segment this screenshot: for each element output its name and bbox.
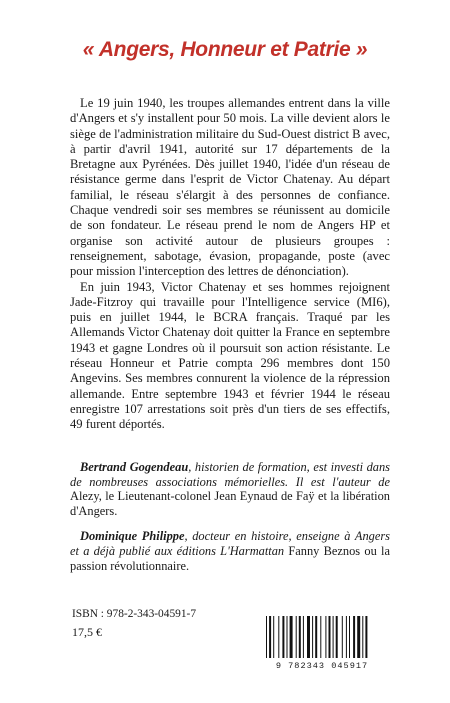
author-bio-1 [70,460,390,518]
barcode-digits: 9 782343 045917 [275,661,369,671]
author-works-2: Fanny Beznos ou la passion révolutionnaire. [70,543,390,573]
barcode-bar [353,616,355,658]
barcode-bar [273,616,274,658]
barcode-bar [299,616,301,658]
author-bio-2 [70,529,390,573]
barcode-bar [307,616,310,658]
barcode-bar [266,616,267,658]
author-works-1: Alezy, le Lieutenant-colonel Jean Eynaud de Faÿ et la libération d'Angers. [70,489,390,518]
barcode-bar [287,616,288,658]
author-name-1: Bertrand Gogendeau [80,460,189,474]
barcode [258,614,386,674]
barcode-bar [315,616,317,658]
barcode-bar [296,616,297,658]
summary-paragraph-2: En juin 1943, Victor Chatenay et ses hommes rejoignent Jade-Fitzroy qui travaille pour l'Intelligence service (MI6), puis en juillet 1944, le BCRA français. Traqué par les Allemands Victor Chatenay doit quitter la France en septembre 1943 et gagne Londres où il poursuit son action résistante. Le réseau Honneur et Patrie compta 296 membres dont 150 Angevins. Ses membres connurent la violence de la répression allemande. Entre septembre 1943 et février 1944 le réseau enregistre 107 arrestations soit près d'un tiers de ses effectifs, 49 furent déportés. [70,279,390,432]
barcode-bar [365,616,367,658]
barcode-bar [346,616,347,658]
isbn: ISBN : 978-2-343-04591-7 [72,608,197,620]
author-bio-2-text: , docteur en histoire, enseigne à Angers et a déjà publié aux éditions L'Harmattan [70,529,390,558]
barcode-bar [320,616,321,658]
barcode-bar [357,616,360,658]
barcode-bar [269,616,271,658]
book-title: « Angers, Honneur et Patrie » [82,38,368,61]
author-bio-1-text: , historien de formation, est investi dans de nombreuses associations mémorielles. Il est l'auteur de [70,460,390,489]
barcode-bar [303,616,304,658]
publication-info [72,607,196,640]
summary-paragraph-1: Le 19 juin 1940, les troupes allemandes entrent dans la ville d'Angers et s'y installent pour 50 mois. La ville devient alors le siège de l'administration militaire du Sud-Ouest district B avec, à partir d'avril 1941, autorité sur 17 départements de la Bretagne aux Pyrénées. Dès juillet 1940, l'idée d'un réseau de résistance germe dans l'esprit de Victor Chatenay. Au départ familial, le réseau s'élargit à des personnes de confiance. Chaque vendredi soir ses membres se réunissent au domicile de son fondateur. Le réseau prend le nom de Angers HP et organise son activité autour de plusieurs groupes : renseignement, sabotage, évasion, propagande, poste (avec pour mission l'interception des lettres de dénonciation). [70,96,390,279]
summary-text [70,96,390,433]
price: 17,5 € [72,625,102,639]
author-name-2: Dominique Philippe [80,529,185,544]
barcode-bar [312,616,313,658]
author-bios [70,460,390,584]
barcode-bars [258,614,386,660]
barcode-bar [290,616,293,658]
barcode-bar [325,616,326,658]
barcode-bar [329,616,331,658]
barcode-bar [336,616,338,658]
barcode-bar [362,616,363,658]
barcode-bar [342,616,343,658]
barcode-bar [278,616,279,658]
barcode-bar [282,616,284,658]
barcode-bar [349,616,350,658]
barcode-bar [333,616,334,658]
